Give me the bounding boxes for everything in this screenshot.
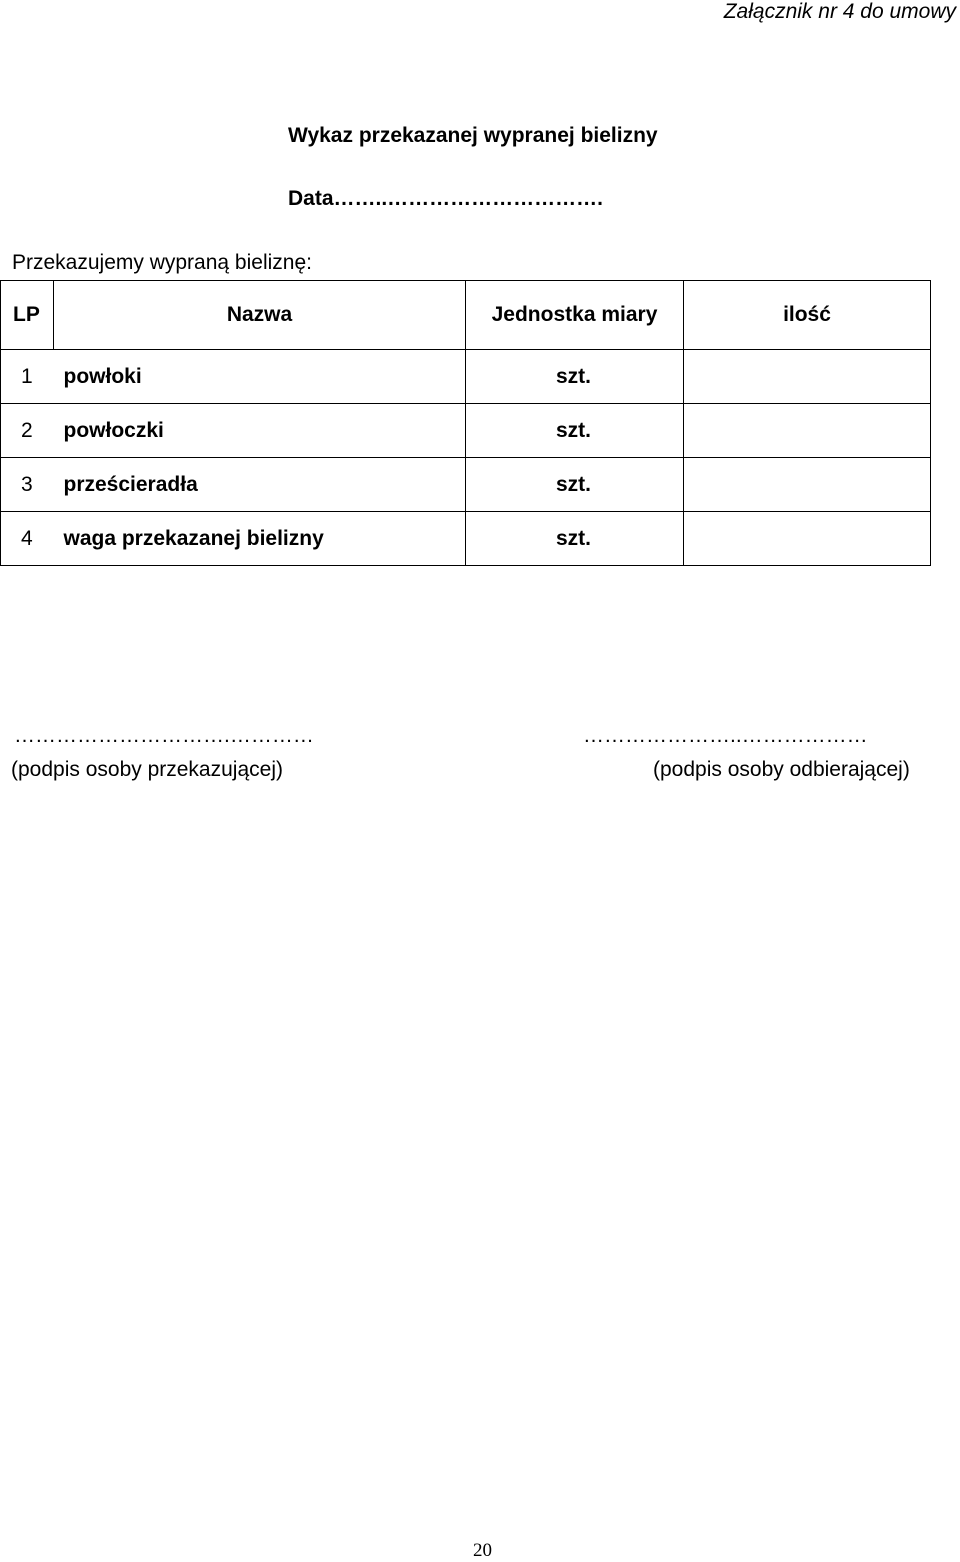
signature-label-receiver: (podpis osoby odbierającej) [653,758,910,781]
row-lp: 4 [1,512,54,566]
table-header-row [1,281,931,350]
row-quantity [684,458,931,512]
row-name: powłoki [54,350,466,404]
row-unit: szt. [466,404,684,458]
row-name: powłoczki [54,404,466,458]
document-title: Wykaz przekazanej wypranej bielizny [288,124,658,147]
date-line: Data……..…………………………. [288,187,604,210]
signature-line-sender: ………………………….………… [14,724,314,747]
page-number: 20 [473,1540,492,1561]
annex-label: Załącznik nr 4 do umowy [723,0,956,23]
row-quantity [684,350,931,404]
signature-label-sender: (podpis osoby przekazującej) [11,758,283,781]
table-row [1,404,931,458]
intro-text: Przekazujemy wypraną bieliznę: [12,251,312,274]
column-header-quantity: ilość [684,281,931,350]
table-row [1,512,931,566]
column-header-lp: LP [1,281,54,350]
table-row [1,350,931,404]
table-row [1,458,931,512]
row-lp: 1 [1,350,54,404]
signature-line-receiver: …………………..……………… [583,724,868,747]
laundry-table [0,280,931,566]
column-header-unit: Jednostka miary [466,281,684,350]
row-quantity [684,404,931,458]
row-unit: szt. [466,458,684,512]
row-name: waga przekazanej bielizny [54,512,466,566]
row-unit: szt. [466,512,684,566]
row-lp: 3 [1,458,54,512]
row-lp: 2 [1,404,54,458]
row-name: prześcieradła [54,458,466,512]
row-quantity [684,512,931,566]
column-header-name: Nazwa [54,281,466,350]
row-unit: szt. [466,350,684,404]
